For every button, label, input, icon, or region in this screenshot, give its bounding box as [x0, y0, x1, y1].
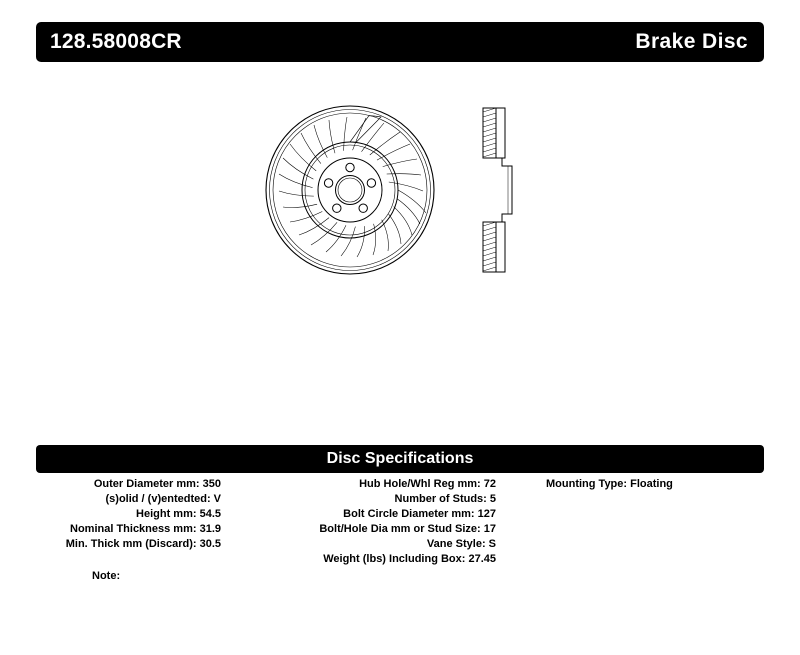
spec-item: (s)olid / (v)entedted: V: [105, 493, 221, 505]
spec-item: Number of Studs: 5: [394, 493, 496, 505]
spec-item: Outer Diameter mm: 350: [93, 478, 221, 490]
spec-item: Height mm: 54.5: [136, 508, 221, 520]
page-title: Brake Disc: [635, 30, 748, 53]
part-number: 128.58008CR: [50, 30, 182, 53]
spec-section-title: Disc Specifications: [326, 450, 474, 467]
spec-item: Vane Style: S: [426, 538, 496, 550]
spec-item: Hub Hole/Whl Reg mm: 72: [359, 478, 496, 490]
rotor-side-view: [483, 108, 512, 272]
spec-column-left: [36, 477, 221, 552]
header-bar: [36, 22, 764, 62]
spec-column-right: [546, 477, 764, 492]
spec-item: Bolt Circle Diameter mm: 127: [343, 508, 496, 520]
rotor-drawing-svg: [250, 90, 570, 290]
spec-item: Weight (lbs) Including Box: 27.45: [323, 553, 496, 565]
spec-item: Min. Thick mm (Discard): 30.5: [65, 538, 221, 550]
rotor-front-view: [266, 106, 434, 274]
spec-item: Bolt/Hole Dia mm or Stud Size: 17: [319, 523, 496, 535]
spec-item: Mounting Type: Floating: [546, 478, 673, 490]
note-label: Note:: [92, 570, 121, 582]
spec-column-middle: [246, 477, 496, 567]
spec-item: Nominal Thickness mm: 31.9: [70, 523, 221, 535]
rotor-drawing: [250, 90, 570, 290]
spec-section-bar: [36, 445, 764, 473]
